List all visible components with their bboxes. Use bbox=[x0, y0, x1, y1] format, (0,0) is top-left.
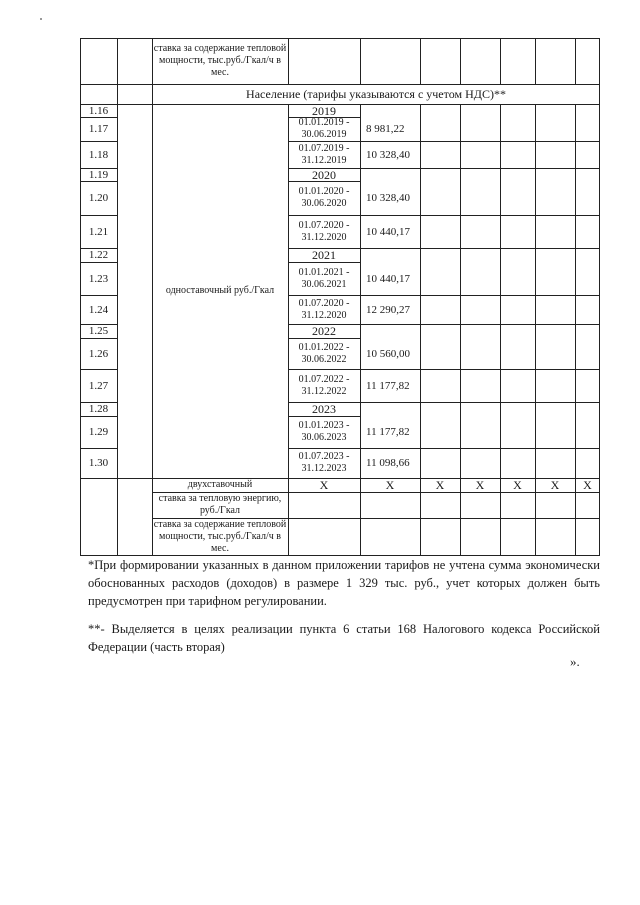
row-number: 1.23 bbox=[88, 272, 109, 285]
x-mark: Х bbox=[583, 478, 592, 492]
top-capacity-label: ставка за содержание тепловой мощности, тыс.руб./Гкал/ч в мес. bbox=[153, 43, 287, 78]
tariff-value: 11 177,82 bbox=[366, 379, 410, 392]
year-label: 2020 bbox=[312, 168, 336, 181]
tariff-value: 10 560,00 bbox=[366, 347, 410, 360]
row-number: 1.21 bbox=[88, 225, 109, 238]
tariff-value: 10 440,17 bbox=[366, 272, 410, 285]
x-mark: Х bbox=[435, 478, 445, 492]
period-label: 01.01.2023 - 30.06.2023 bbox=[298, 420, 350, 443]
period-label: 01.01.2020 - 30.06.2020 bbox=[298, 186, 350, 209]
two-part-label: двухставочный bbox=[187, 479, 253, 490]
year-label: 2021 bbox=[312, 248, 336, 262]
tariff-value: 11 098,66 bbox=[366, 457, 410, 469]
energy-rate-label: ставка за тепловую энергию, руб./Гкал bbox=[158, 493, 282, 516]
x-mark: Х bbox=[550, 478, 560, 492]
period-label: 01.07.2020 - 31.12.2020 bbox=[298, 297, 350, 321]
row-number: 1.27 bbox=[88, 379, 109, 392]
capacity-rate-label: ставка за содержание тепловой мощности, тыс.руб./Гкал/ч в мес. bbox=[153, 519, 287, 554]
x-mark: Х bbox=[385, 478, 395, 492]
tariff-value: 10 328,40 bbox=[366, 148, 410, 161]
tariff-value: 12 290,27 bbox=[366, 303, 410, 316]
row-number: 1.26 bbox=[88, 347, 109, 360]
tariff-value: 10 328,40 bbox=[366, 192, 410, 204]
section-header: Население (тарифы указываются с учетом НДС)** bbox=[246, 87, 506, 101]
tariff-value: 8 981,22 bbox=[366, 123, 405, 135]
row-number: 1.28 bbox=[88, 403, 109, 415]
footnote-star: *При формировании указанных в данном приложении тарифов не учтена сумма экономически обоснованных расходов (доходов) в размере 1 329 тыс. руб., учет которых должен быть предусмотрен при тарифном регулировании. bbox=[88, 558, 600, 608]
row-number: 1.29 bbox=[88, 426, 109, 438]
year-label: 2022 bbox=[312, 324, 336, 338]
closing-quote: ». bbox=[570, 654, 580, 669]
period-label: 01.01.2021 - 30.06.2021 bbox=[298, 266, 350, 290]
tariff-value: 11 177,82 bbox=[366, 426, 410, 438]
period-label: 01.01.2019 - 30.06.2019 bbox=[298, 117, 350, 140]
period-label: 01.07.2022 - 31.12.2022 bbox=[298, 373, 350, 397]
period-label: 01.01.2022 - 30.06.2022 bbox=[298, 341, 350, 365]
x-mark: Х bbox=[475, 478, 485, 492]
year-label: 2019 bbox=[312, 104, 336, 117]
row-number: 1.16 bbox=[88, 104, 109, 117]
tariff-value: 10 440,17 bbox=[366, 225, 410, 238]
period-label: 01.07.2023 - 31.12.2023 bbox=[298, 451, 350, 474]
year-label: 2023 bbox=[312, 402, 336, 416]
period-label: 01.07.2019 - 31.12.2019 bbox=[298, 142, 350, 166]
row-number: 1.25 bbox=[88, 325, 109, 337]
single-part-tariff-label: одноставочный руб./Гкал bbox=[165, 285, 275, 296]
row-number: 1.17 bbox=[88, 123, 109, 135]
x-mark: Х bbox=[319, 478, 329, 492]
scan-speck bbox=[40, 18, 42, 20]
tariff-table bbox=[80, 38, 600, 556]
row-number: 1.19 bbox=[88, 168, 109, 181]
row-number: 1.22 bbox=[88, 249, 109, 261]
x-mark: Х bbox=[513, 478, 522, 492]
row-number: 1.18 bbox=[88, 148, 109, 161]
row-number: 1.30 bbox=[88, 457, 109, 469]
row-number: 1.24 bbox=[88, 303, 109, 316]
footnote-double-star: **- Выделяется в целях реализации пункта 6 статьи 168 Налогового кодекса Российской Федерации (часть вторая) bbox=[88, 622, 600, 654]
period-label: 01.07.2020 - 31.12.2020 bbox=[298, 219, 350, 243]
row-number: 1.20 bbox=[88, 192, 109, 204]
